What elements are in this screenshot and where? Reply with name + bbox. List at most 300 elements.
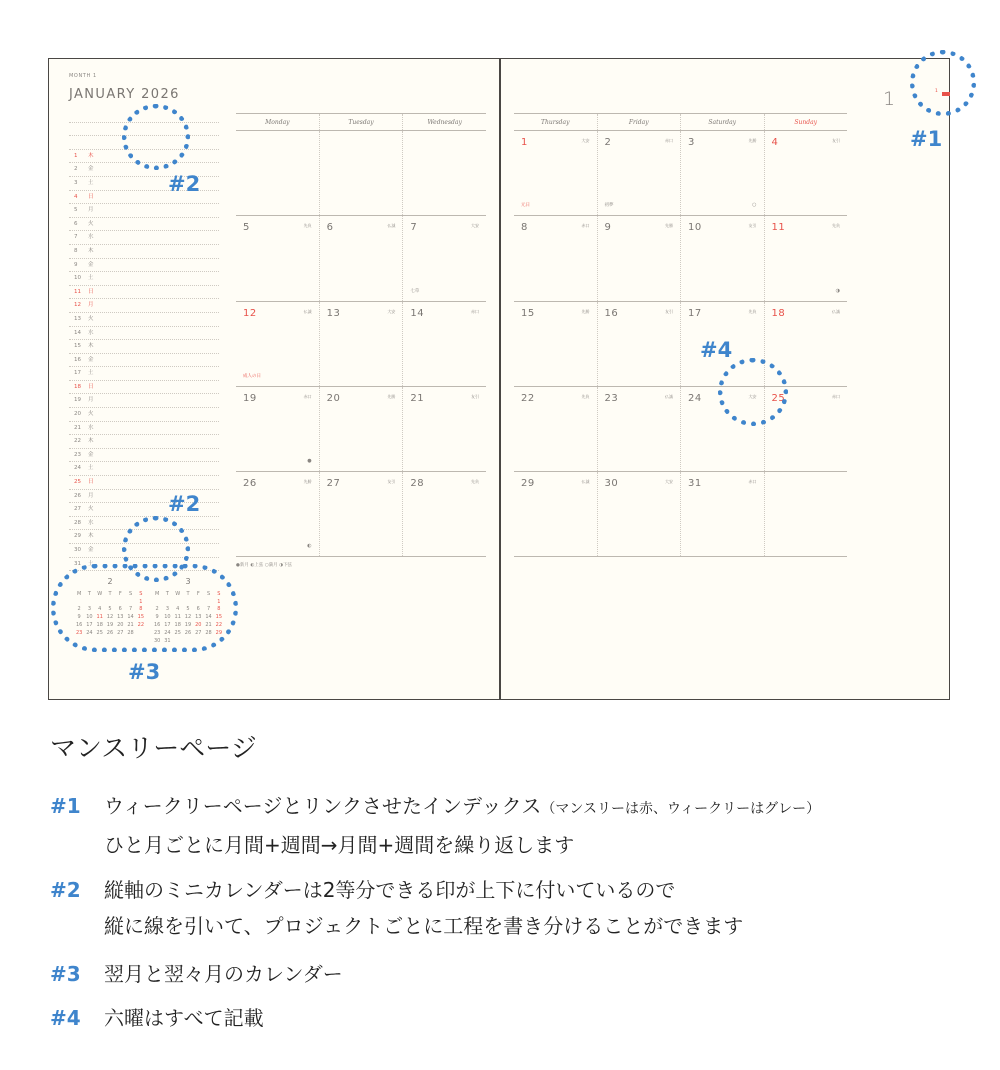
- day-number: 2: [74, 166, 78, 173]
- mini-day: 27: [117, 629, 124, 636]
- weekday-label: 土: [88, 370, 94, 377]
- day-number: 9: [604, 222, 612, 234]
- weekday-label: 火: [88, 506, 94, 513]
- day-number: 30: [604, 478, 619, 490]
- note-tag: #4: [50, 1006, 81, 1030]
- mini-weekday: F: [118, 590, 122, 597]
- mini-day: 14: [205, 614, 212, 621]
- day-number: 31: [688, 478, 702, 490]
- day-number: 7: [410, 222, 418, 234]
- day-number: 23: [74, 451, 81, 458]
- note-tag: #1: [50, 794, 81, 818]
- mini-weekday: S: [139, 590, 143, 597]
- callout-label-3: #3: [128, 660, 161, 684]
- rokuyo-label: 友引: [748, 223, 757, 229]
- mini-day: 4: [98, 606, 102, 613]
- mini-day: 21: [205, 622, 212, 629]
- weekday-label: 土: [88, 560, 94, 567]
- weekday-label: 金: [88, 547, 94, 553]
- weekday-label: 月: [88, 397, 94, 404]
- day-cell[interactable]: [402, 216, 486, 300]
- note-tag: #3: [50, 962, 81, 986]
- day-number: 21: [410, 392, 425, 404]
- rokuyo-label: 先負: [748, 308, 757, 314]
- mini-weekday: S: [217, 590, 221, 597]
- weekday-label: 日: [88, 383, 94, 390]
- day-cell[interactable]: [319, 472, 403, 556]
- day-number: 19: [74, 397, 81, 404]
- rokuyo-label: 先勝: [581, 308, 590, 314]
- week-row: [514, 131, 847, 216]
- calendar-grid-right: [514, 113, 847, 557]
- weekday-header: Wednesday: [402, 114, 486, 130]
- day-number: 16: [604, 307, 619, 319]
- note-4: [50, 1000, 264, 1036]
- mini-day: 31: [164, 637, 171, 644]
- day-number: 23: [604, 392, 619, 404]
- day-row[interactable]: [69, 313, 219, 327]
- mini-day: 3: [165, 606, 170, 613]
- weekday-label: 火: [88, 315, 94, 322]
- weekday-label: 金: [88, 356, 94, 363]
- day-row[interactable]: [69, 435, 219, 449]
- mini-day: 11: [174, 614, 181, 621]
- mini-day: 24: [86, 629, 93, 636]
- rokuyo-label: 大安: [387, 308, 396, 314]
- rokuyo-label: 先負: [471, 479, 480, 485]
- day-cell[interactable]: [597, 387, 681, 471]
- day-cell[interactable]: [514, 216, 597, 300]
- day-number: 29: [521, 478, 535, 490]
- holiday-label: 元日: [521, 203, 530, 209]
- rokuyo-label: 友引: [471, 393, 480, 399]
- weekday-label: 月: [88, 302, 94, 309]
- weekday-header: Thursday: [541, 119, 570, 126]
- rokuyo-label: 仏滅: [387, 223, 396, 229]
- day-row[interactable]: [69, 422, 219, 436]
- page-gutter: [499, 59, 501, 699]
- day-number: 4: [771, 137, 779, 148]
- day-cell[interactable]: [236, 216, 319, 300]
- weekday-label: 土: [88, 179, 94, 186]
- day-cell[interactable]: [597, 472, 681, 556]
- rokuyo-label: 先勝: [303, 479, 312, 485]
- weekday-label: 木: [88, 343, 94, 350]
- rokuyo-label: 先勝: [748, 138, 757, 143]
- weekday-label: 木: [88, 438, 94, 445]
- mini-day: 23: [75, 629, 83, 636]
- mini-day: 16: [153, 622, 161, 629]
- day-cell[interactable]: [319, 302, 403, 386]
- rokuyo-label: 赤口: [748, 479, 757, 485]
- day-number: 18: [74, 383, 81, 390]
- day-row[interactable]: [69, 327, 219, 341]
- day-number: 28: [74, 519, 81, 526]
- day-number: 12: [74, 302, 81, 309]
- month-title: JANUARY 2026: [69, 87, 180, 102]
- day-row[interactable]: [69, 340, 219, 354]
- mini-day: 16: [75, 622, 83, 629]
- week-row: [514, 302, 847, 387]
- rokuyo-label: 赤口: [581, 223, 590, 229]
- note-small-text: （マンスリーは赤、ウィークリーはグレー）: [541, 801, 821, 817]
- rokuyo-label: 先負: [303, 223, 312, 229]
- day-number: 25: [74, 479, 81, 486]
- day-row[interactable]: [69, 272, 219, 286]
- day-number: 8: [74, 247, 78, 254]
- rokuyo-label: 友引: [665, 308, 673, 314]
- weekday-label: 日: [88, 288, 94, 295]
- callout-label-4: #4: [700, 338, 733, 362]
- mini-day: 13: [195, 614, 202, 621]
- day-number: 9: [74, 261, 78, 268]
- day-cell[interactable]: [236, 131, 319, 215]
- weekday-label: 水: [88, 424, 94, 431]
- day-number: 20: [326, 392, 341, 404]
- weekday-header-row: [236, 114, 486, 131]
- day-cell[interactable]: [764, 131, 848, 215]
- moon-phase-legend: ●新月 ◐上弦 ○満月 ◑下弦: [236, 563, 292, 568]
- mini-calendar-title: 3: [185, 577, 191, 586]
- day-cell[interactable]: [680, 131, 764, 215]
- day-cell[interactable]: [236, 387, 319, 471]
- day-row[interactable]: [69, 381, 219, 395]
- callout-label-2a: #2: [168, 172, 201, 196]
- day-row[interactable]: [69, 204, 219, 218]
- moon-phase-icon: ○: [752, 202, 757, 209]
- day-number: 11: [74, 288, 81, 295]
- mini-day: 7: [128, 606, 133, 613]
- day-row[interactable]: [69, 299, 219, 313]
- day-row[interactable]: [69, 367, 219, 381]
- rokuyo-label: 仏滅: [303, 308, 312, 314]
- day-cell[interactable]: [680, 216, 764, 300]
- day-row[interactable]: [69, 231, 219, 245]
- mini-day: 15: [215, 614, 223, 621]
- day-number: 30: [74, 547, 81, 553]
- mini-weekday: W: [97, 590, 103, 597]
- day-number: 21: [74, 424, 81, 431]
- weekday-label: 火: [88, 411, 94, 418]
- day-number: 29: [74, 533, 81, 540]
- day-row[interactable]: [69, 286, 219, 300]
- caption-title: マンスリーページ: [50, 734, 257, 764]
- day-number: 17: [74, 370, 81, 377]
- rokuyo-label: 赤口: [471, 308, 480, 314]
- weekday-label: 月: [88, 492, 94, 499]
- weekday-header: Tuesday: [319, 114, 403, 130]
- index-tab-label: 1: [935, 89, 938, 94]
- day-number: 12: [243, 307, 257, 319]
- mini-day: 26: [184, 629, 192, 636]
- day-number: 3: [74, 179, 78, 186]
- day-cell[interactable]: [319, 131, 403, 215]
- day-number: 31: [74, 560, 81, 567]
- day-number: 24: [688, 392, 702, 404]
- day-number: 17: [688, 307, 702, 319]
- mini-day: 25: [174, 629, 181, 636]
- day-row[interactable]: [69, 449, 219, 463]
- mini-day: 25: [96, 629, 103, 636]
- day-cell[interactable]: [597, 302, 681, 386]
- day-row[interactable]: [69, 245, 219, 259]
- mini-day: 1: [217, 598, 221, 605]
- day-number: 22: [521, 392, 535, 404]
- day-cell[interactable]: [236, 302, 319, 386]
- day-cell[interactable]: [402, 472, 486, 556]
- day-cell[interactable]: [402, 131, 486, 215]
- mini-day: 18: [174, 622, 181, 629]
- mini-day: 10: [86, 614, 93, 621]
- holiday-label: 七草: [410, 288, 420, 294]
- rokuyo-label: 友引: [832, 138, 840, 143]
- mini-day: 1: [139, 598, 143, 605]
- week-row: [236, 302, 486, 387]
- day-number: 10: [74, 275, 81, 282]
- mini-day: 22: [137, 622, 145, 629]
- callout-oval-3: [51, 564, 238, 652]
- callout-circle-4: [718, 358, 788, 426]
- rokuyo-label: 仏滅: [581, 479, 590, 485]
- mini-day: 17: [86, 622, 93, 629]
- day-cell[interactable]: [402, 302, 486, 386]
- mini-day: 9: [77, 614, 81, 621]
- day-number: 13: [74, 315, 81, 322]
- weekday-label: 金: [88, 261, 94, 268]
- mini-day: 6: [118, 606, 122, 613]
- moon-phase-icon: ◑: [835, 287, 840, 294]
- mini-day: 17: [164, 622, 171, 629]
- day-cell[interactable]: [514, 131, 597, 215]
- day-number: 13: [326, 307, 341, 319]
- note-text: 翌月と翌々月のカレンダー: [104, 962, 343, 986]
- month-label: MONTH 1: [69, 73, 97, 79]
- day-number: 28: [410, 478, 425, 490]
- weekday-label: 日: [88, 479, 94, 486]
- day-number: 5: [243, 222, 250, 234]
- day-cell[interactable]: [597, 131, 681, 215]
- day-number: 1: [521, 137, 528, 148]
- note-tag: #2: [50, 878, 81, 902]
- mini-day: 2: [155, 606, 159, 613]
- weekday-label: 火: [88, 220, 94, 227]
- day-row[interactable]: [69, 462, 219, 476]
- mini-weekday: S: [128, 590, 133, 597]
- day-number: 27: [326, 478, 341, 490]
- day-cell[interactable]: [764, 472, 848, 556]
- holiday-label: 初夢: [604, 203, 614, 209]
- mini-day: 10: [164, 614, 171, 621]
- callout-label-1: #1: [910, 127, 943, 151]
- rokuyo-label: 先勝: [387, 393, 396, 399]
- mini-day: 28: [127, 629, 134, 636]
- weekday-label: 金: [88, 451, 94, 458]
- weekday-header-row: [514, 114, 847, 131]
- day-number: 10: [688, 222, 702, 234]
- weekday-header: Friday: [597, 114, 681, 130]
- mini-day: 6: [196, 606, 200, 613]
- day-number: 14: [74, 329, 81, 336]
- weekday-label: 土: [88, 465, 94, 472]
- mini-day: 19: [184, 622, 192, 629]
- note-text: 六曜はすべて記載: [104, 1006, 264, 1030]
- day-number: 5: [74, 207, 78, 214]
- day-cell[interactable]: [236, 472, 319, 556]
- day-number: 26: [74, 492, 81, 499]
- rokuyo-label: 大安: [471, 223, 480, 229]
- day-row[interactable]: [69, 259, 219, 273]
- mini-day: 24: [164, 629, 171, 636]
- day-cell[interactable]: [514, 387, 597, 471]
- weekday-label: 水: [88, 329, 94, 336]
- day-cell[interactable]: [319, 216, 403, 300]
- day-cell[interactable]: [680, 472, 764, 556]
- week-row: [514, 387, 847, 472]
- mini-day: 8: [217, 606, 221, 613]
- mini-weekday: S: [206, 590, 211, 597]
- weekday-label: 土: [88, 275, 94, 282]
- rokuyo-label: 赤口: [832, 393, 840, 399]
- note-text: ウィークリーページとリンクさせたインデックス: [104, 794, 542, 818]
- day-cell[interactable]: [514, 302, 597, 386]
- mini-day: 12: [106, 614, 114, 621]
- note-text-line2: 縦に線を引いて、プロジェクトごとに工程を書き分けることができます: [104, 914, 744, 938]
- mini-weekday: F: [196, 590, 200, 597]
- day-number: 4: [74, 193, 78, 200]
- mini-day: 20: [117, 622, 124, 629]
- mini-weekday: M: [154, 590, 160, 597]
- mini-day: 12: [184, 614, 192, 621]
- mini-day: 19: [106, 622, 114, 629]
- mini-day: 3: [87, 606, 92, 613]
- mini-day: 2: [77, 606, 81, 613]
- weekday-label: 木: [88, 533, 94, 540]
- mini-day: 18: [96, 622, 103, 629]
- weekday-label: 日: [88, 193, 94, 200]
- callout-label-2b: #2: [168, 492, 201, 516]
- mini-day: 29: [215, 629, 223, 636]
- weekday-label: 金: [88, 166, 94, 173]
- week-row: [514, 472, 847, 557]
- week-row: [236, 131, 486, 216]
- callout-circle-2a: [122, 104, 190, 170]
- day-cell[interactable]: [402, 387, 486, 471]
- day-number: 15: [74, 343, 81, 350]
- day-number: 20: [74, 411, 81, 418]
- mini-day: 11: [96, 614, 103, 621]
- mini-weekday: T: [186, 590, 190, 597]
- weekday-header: Monday: [265, 119, 290, 126]
- day-number: 25: [771, 392, 786, 404]
- day-number: 11: [771, 222, 786, 234]
- rokuyo-label: 大安: [665, 479, 673, 485]
- day-row[interactable]: [69, 408, 219, 422]
- week-row: [236, 472, 486, 557]
- rokuyo-label: 赤口: [303, 393, 312, 399]
- day-number: 8: [521, 222, 528, 234]
- note-1: [50, 788, 820, 863]
- mini-day: 23: [153, 629, 161, 636]
- rokuyo-label: 先負: [581, 393, 590, 399]
- day-cell[interactable]: [514, 472, 597, 556]
- mini-weekday: M: [76, 590, 82, 597]
- weekday-header: Saturday: [680, 114, 764, 130]
- mini-day: 8: [139, 606, 143, 613]
- mini-day: 20: [195, 622, 202, 629]
- day-cell[interactable]: [764, 216, 848, 300]
- mini-weekday: T: [165, 590, 169, 597]
- moon-phase-icon: ●: [307, 458, 312, 465]
- index-number: 1: [883, 88, 896, 110]
- day-number: 6: [74, 220, 78, 227]
- day-number: 14: [410, 307, 425, 319]
- day-row[interactable]: [69, 218, 219, 232]
- mini-day: 27: [195, 629, 202, 636]
- week-row: [236, 216, 486, 301]
- weekday-label: 水: [88, 519, 94, 526]
- rokuyo-label: 仏滅: [832, 308, 840, 314]
- calendar-grid-left: [236, 113, 486, 557]
- callout-circle-1: [910, 50, 976, 116]
- rokuyo-label: 仏滅: [665, 393, 673, 399]
- day-number: 3: [688, 137, 695, 148]
- note-text-line2: ひと月ごとに月間+週間→月間+週間を繰り返します: [104, 833, 575, 857]
- mini-day: 9: [155, 614, 159, 621]
- mini-weekday: W: [175, 590, 181, 597]
- weekday-header: Sunday: [764, 114, 848, 130]
- day-number: 16: [74, 356, 81, 363]
- mini-day: 28: [205, 629, 212, 636]
- mini-day: 13: [117, 614, 124, 621]
- mini-calendar-title: 2: [107, 577, 113, 586]
- rokuyo-label: 赤口: [665, 138, 673, 143]
- mini-day: 5: [186, 606, 190, 613]
- mini-day: 4: [176, 606, 180, 613]
- day-number: 1: [74, 152, 78, 159]
- mini-day: 7: [206, 606, 211, 613]
- day-number: 22: [74, 438, 81, 445]
- mini-day: 22: [215, 622, 223, 629]
- day-cell[interactable]: [597, 216, 681, 300]
- day-number: 6: [326, 222, 334, 234]
- mini-day: 21: [127, 622, 134, 629]
- day-row[interactable]: [69, 394, 219, 408]
- weekday-label: 月: [88, 207, 94, 214]
- mini-weekday: T: [87, 590, 91, 597]
- day-number: 19: [243, 392, 257, 404]
- mini-day: 14: [127, 614, 134, 621]
- mini-day: 26: [106, 629, 114, 636]
- day-number: 2: [604, 137, 612, 148]
- week-row: [236, 387, 486, 472]
- holiday-label: 成人の日: [243, 373, 261, 379]
- day-row[interactable]: [69, 476, 219, 490]
- day-number: 15: [521, 307, 535, 319]
- day-cell[interactable]: [319, 387, 403, 471]
- moon-phase-icon: ◐: [307, 543, 312, 550]
- weekday-label: 木: [88, 152, 94, 159]
- note-2: [50, 872, 743, 944]
- weekday-label: 木: [88, 247, 94, 254]
- week-row: [514, 216, 847, 301]
- note-text: 縦軸のミニカレンダーは2等分できる印が上下に付いているので: [104, 878, 676, 902]
- rokuyo-label: 大安: [748, 393, 757, 399]
- mini-weekday: T: [108, 590, 112, 597]
- weekday-label: 水: [88, 234, 94, 241]
- day-row[interactable]: [69, 354, 219, 368]
- day-number: 7: [74, 234, 78, 241]
- day-number: 26: [243, 478, 257, 490]
